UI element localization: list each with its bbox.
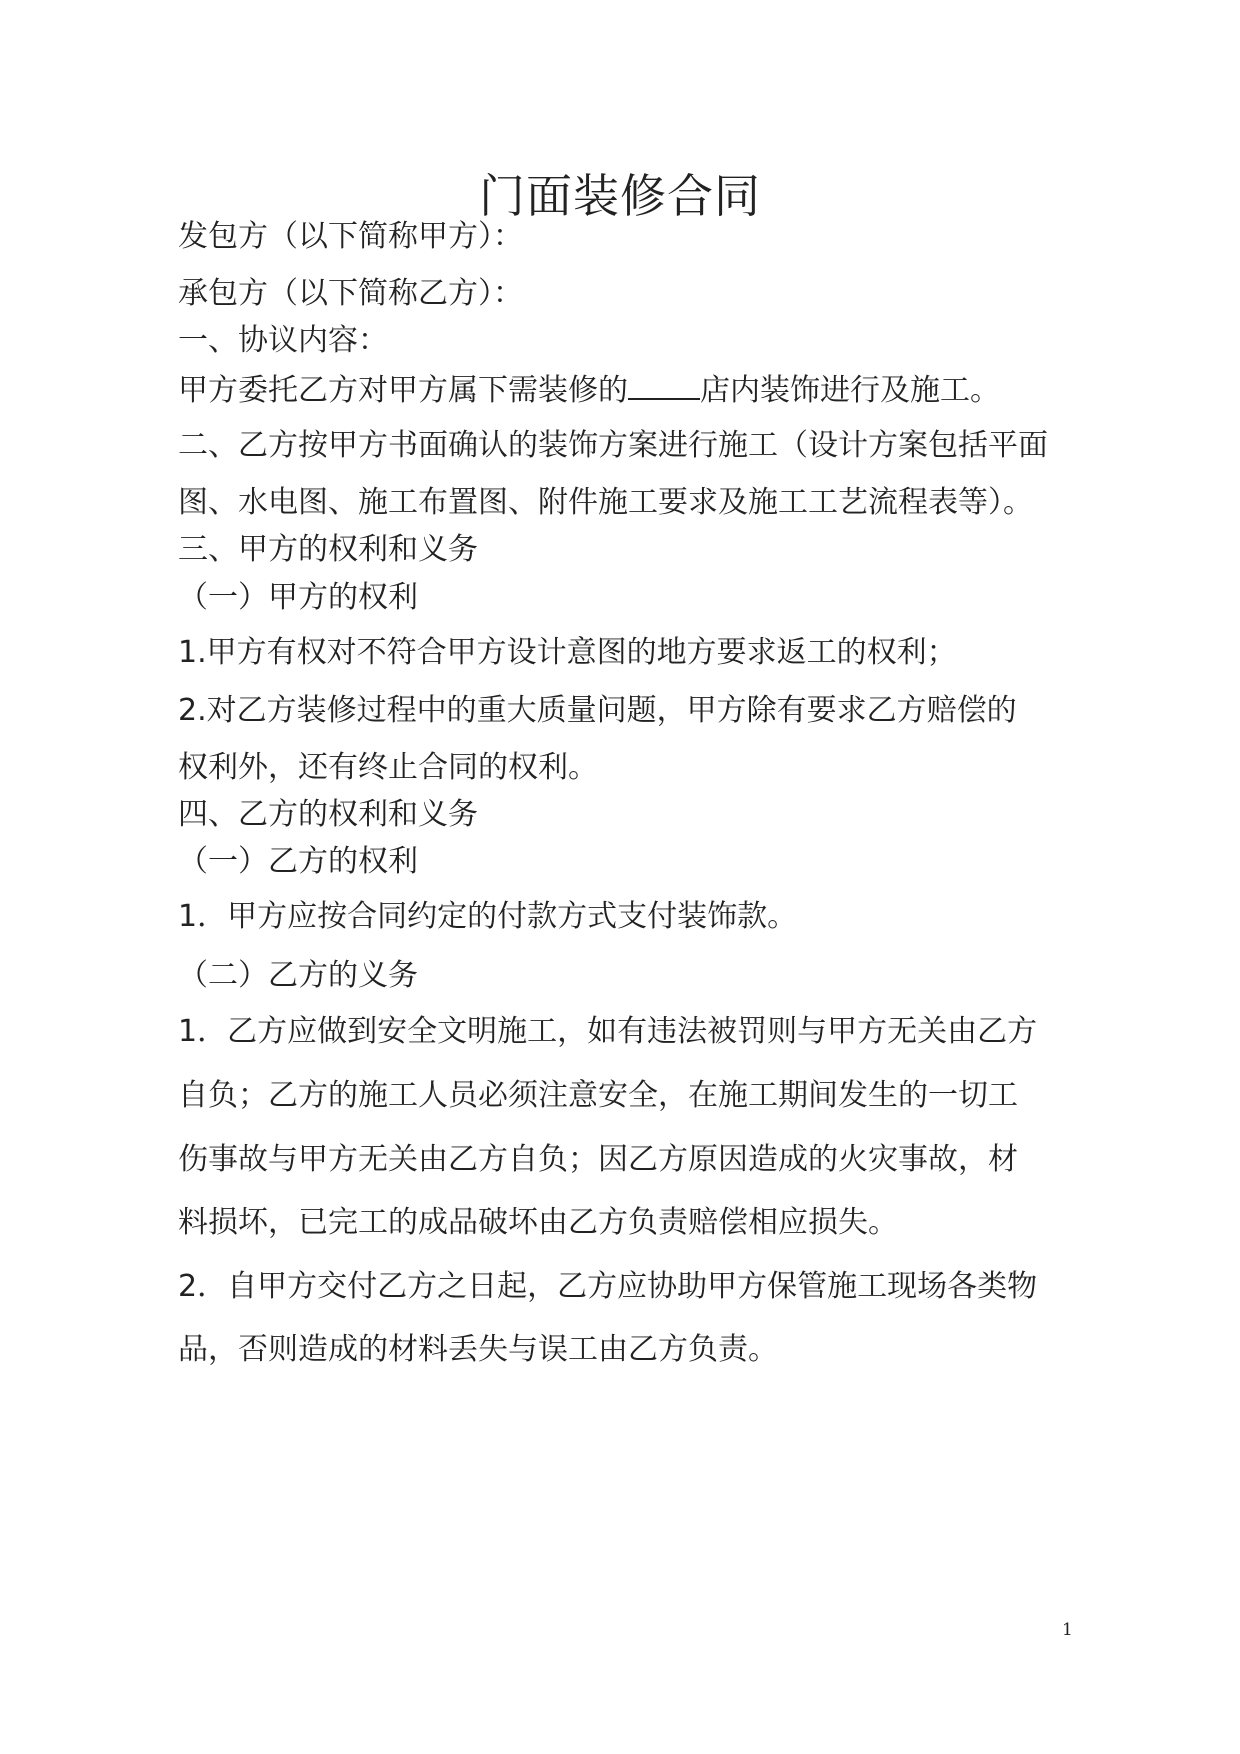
- party-a-rights-heading: （一）甲方的权利: [178, 580, 418, 615]
- party-b-rights-heading: （一）乙方的权利: [178, 844, 418, 879]
- party-b-line: 承包方（以下简称乙方）：: [178, 276, 523, 311]
- agreement-content-text-2: 店内装饰进行及施工。: [700, 373, 1000, 408]
- party-b-duties-item-1-line-2: 自负；乙方的施工人员必须注意安全，在施工期间发生的一切工: [178, 1078, 1018, 1113]
- section-1-heading: 一、协议内容：: [178, 323, 388, 358]
- section-2-line-2: 图、水电图、施工布置图、附件施工要求及施工工艺流程表等）。: [178, 485, 1033, 520]
- section-4-heading: 四、乙方的权利和义务: [178, 797, 478, 832]
- party-b-duties-item-1-line-4: 料损坏，已完工的成品破坏由乙方负责赔偿相应损失。: [178, 1205, 898, 1240]
- section-3-heading: 三、甲方的权利和义务: [178, 532, 478, 567]
- party-a-rights-item-2-line-2: 权利外，还有终止合同的权利。: [178, 750, 598, 785]
- party-b-duties-heading: （二）乙方的义务: [178, 958, 418, 993]
- party-b-duties-item-1-line-1: 1．乙方应做到安全文明施工，如有违法被罚则与甲方无关由乙方: [178, 1014, 1038, 1049]
- agreement-content-line: [178, 370, 1078, 411]
- party-b-duties-item-2-line-2: 品，否则造成的材料丢失与误工由乙方负责。: [178, 1332, 778, 1367]
- party-b-duties-item-2-line-1: 2．自甲方交付乙方之日起，乙方应协助甲方保管施工现场各类物: [178, 1269, 1038, 1304]
- party-b-duties-item-1-line-3: 伤事故与甲方无关由乙方自负；因乙方原因造成的火灾事故，材: [178, 1142, 1018, 1177]
- document-title: 门面装修合同: [479, 169, 761, 223]
- agreement-content-text-1: 甲方委托乙方对甲方属下需装修的: [178, 373, 628, 408]
- party-a-rights-item-1: 1.甲方有权对不符合甲方设计意图的地方要求返工的权利；: [178, 635, 957, 670]
- page-number: 1: [1062, 1620, 1073, 1640]
- party-a-rights-item-2-line-1: 2.对乙方装修过程中的重大质量问题，甲方除有要求乙方赔偿的: [178, 693, 1017, 728]
- party-a-line: 发包方（以下简称甲方）：: [178, 219, 523, 254]
- section-2-line-1: 二、乙方按甲方书面确认的装饰方案进行施工（设计方案包括平面: [178, 428, 1048, 463]
- store-name-blank: [628, 370, 700, 400]
- party-b-rights-item-1: 1．甲方应按合同约定的付款方式支付装饰款。: [178, 899, 798, 934]
